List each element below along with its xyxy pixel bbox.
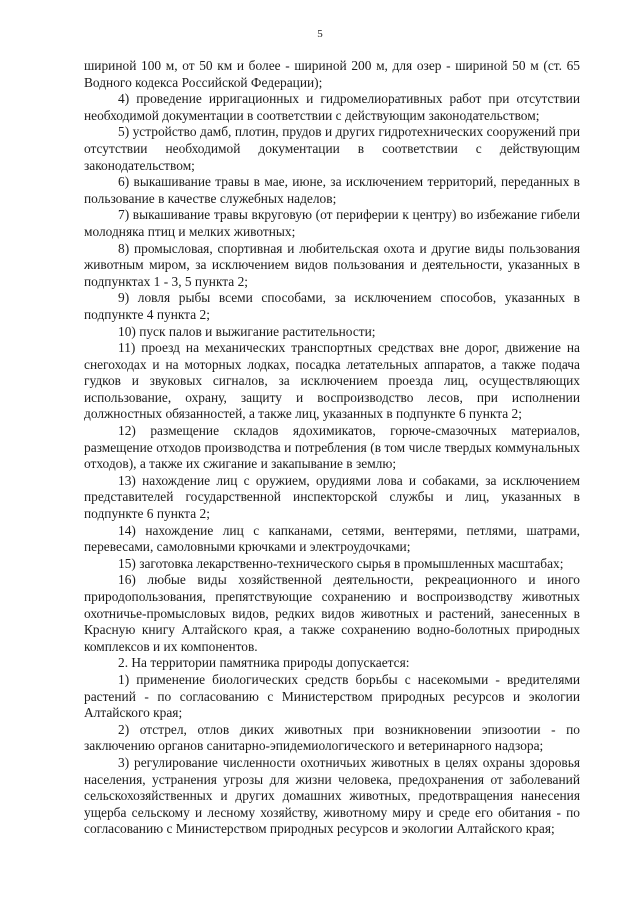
paragraph-item-12: 12) размещение складов ядохимикатов, горюче-смазочных материалов, размещение отходов производства и потребления (в том числе твердых коммунальных отходов), а также их сжигание и закапывание в землю; — [84, 423, 580, 472]
paragraph-item-13: 13) нахождение лиц с оружием, орудиями лова и собаками, за исключением представителей государственной инспекторской службы и лиц, указанных в подпункте 6 пункта 2; — [84, 472, 580, 522]
paragraph-allowed-2: 2) отстрел, отлов диких животных при возникновении эпизоотии - по заключению органов санитарно-эпидемиологического и ветеринарного надзора; — [84, 721, 580, 754]
section-heading-2: 2. На территории памятника природы допускается: — [118, 655, 410, 671]
paragraph-item-4: 4) проведение ирригационных и гидромелиоративных работ при отсутствии необходимой документации в соответствии с действующим законодательством; — [84, 91, 580, 123]
paragraph-item-16: 16) любые виды хозяйственной деятельности, рекреационного и иного природопользования, препятствующие сохранению и воспроизводству животных охотничье-промысловых видов, редких видов животных и растений, занесенных в Красную книгу Алтайского края, а также сохранению водно-болотных природных комплексов и их компонентов. — [84, 572, 580, 654]
paragraph-item-6: 6) выкашивание травы в мае, июне, за исключением территорий, переданных в пользование в качестве служебных наделов; — [84, 174, 580, 206]
paragraph-item-8: 8) промысловая, спортивная и любительская охота и другие виды пользования животным миром, за исключением видов пользования и деятельности, указанных в подпунктах 1 - 3, 5 пункта 2; — [84, 240, 580, 289]
paragraph-item-11: 11) проезд на механических транспортных средствах вне дорог, движение на снегоходах и на моторных лодках, посадка летательных аппаратов, а также подача гудков и звуковых сигналов, за исключением проезда лиц, осуществляющих использование, охрану, защиту и воспроизводство лесов, при исполнении должностных обязанностей, а также лиц, указанных в подпункте 6 пункта 2; — [84, 340, 580, 422]
paragraph-item-5: 5) устройство дамб, плотин, прудов и других гидротехнических сооружений при отсутствии необходимой документации в соответствии с действующим законодательством; — [84, 124, 580, 173]
page-number: 5 — [317, 28, 323, 40]
paragraph-allowed-1: 1) применение биологических средств борьбы с насекомыми - вредителями растений - по согласованию с Министерством природных ресурсов и экологии Алтайского края; — [84, 671, 580, 721]
paragraph-item-10: 10) пуск палов и выжигание растительности; — [118, 323, 376, 339]
paragraph-allowed-3: 3) регулирование численности охотничьих животных в целях охраны здоровья населения, устранения угрозы для жизни человека, предохранения от заболеваний сельскохозяйственных и других домашних животных, предотвращения нанесения ущерба сельскому и лесному хозяйству, животному миру и среде его обитания - по согласованию с Министерством природных ресурсов и экологии Алтайского края; — [84, 754, 580, 837]
paragraph-item-15: 15) заготовка лекарственно-технического сырья в промышленных масштабах; — [118, 555, 564, 571]
paragraph-item-9: 9) ловля рыбы всеми способами, за исключением способов, указанных в подпункте 4 пункта 2; — [84, 290, 580, 322]
paragraph-item-14: 14) нахождение лиц с капканами, сетями, вентерями, петлями, шатрами, перевесами, самоловными крючками и электроудочками; — [84, 522, 580, 555]
paragraph-item-7: 7) выкашивание травы вкруговую (от периферии к центру) во избежание гибели молодняка птиц и мелких животных; — [84, 207, 580, 239]
paragraph-continuation: шириной 100 м, от 50 км и более - шириной 200 м, для озер - шириной 50 м (ст. 65 Водного кодекса Российской Федерации); — [84, 58, 580, 90]
document-body — [84, 58, 580, 838]
